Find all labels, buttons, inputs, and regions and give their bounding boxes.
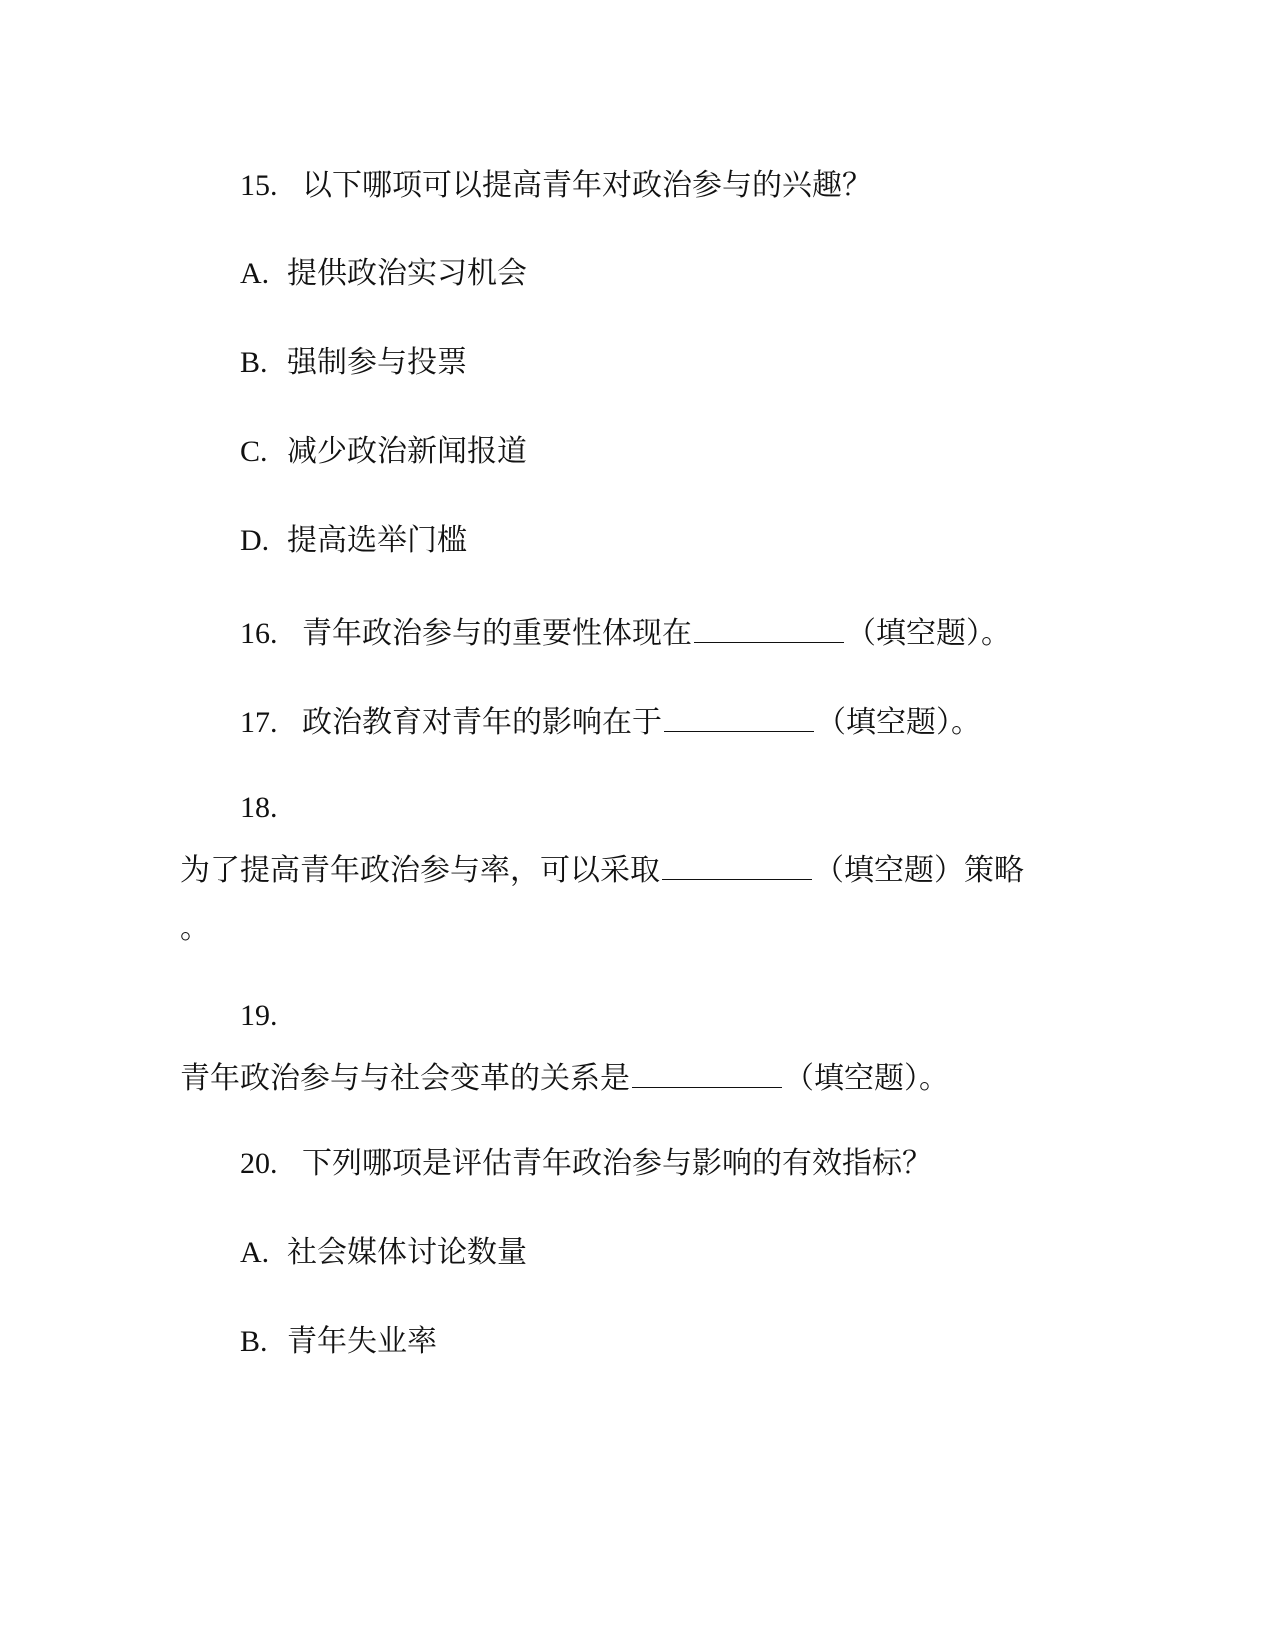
- question-suffix: （填空题）。: [846, 616, 1011, 651]
- q20-option-b: [240, 1324, 437, 1360]
- answer-blank: [662, 849, 812, 880]
- question-17: [240, 701, 981, 741]
- question-number: 17.: [240, 706, 278, 739]
- option-label: B.: [240, 346, 268, 379]
- question-text: 以下哪项可以提高青年对政治参与的兴趣？: [302, 168, 872, 203]
- option-text: 强制参与投票: [287, 345, 467, 380]
- question-text: 下列哪项是评估青年政治参与影响的有效指标？: [302, 1146, 932, 1181]
- question-18-tail: [180, 911, 210, 947]
- question-text: 青年政治参与与社会变革的关系是: [180, 1061, 630, 1096]
- question-text: 为了提高青年政治参与率，可以采取: [180, 853, 660, 888]
- q15-option-d: [240, 523, 467, 559]
- option-label: A.: [240, 257, 270, 290]
- option-text: 社会媒体讨论数量: [287, 1235, 527, 1270]
- q15-option-b: [240, 345, 467, 381]
- question-18: [180, 849, 1024, 889]
- question-number: 15.: [240, 169, 278, 202]
- option-text: 提供政治实习机会: [287, 256, 527, 291]
- q20-option-a: [240, 1235, 527, 1271]
- option-label: B.: [240, 1325, 268, 1358]
- option-label: A.: [240, 1236, 270, 1269]
- question-suffix: （填空题）。: [784, 1061, 949, 1096]
- question-19: [180, 1057, 949, 1097]
- q15-option-c: [240, 434, 527, 470]
- answer-blank: [664, 701, 814, 732]
- question-text: 青年政治参与的重要性体现在: [302, 616, 692, 651]
- option-text: 青年失业率: [287, 1324, 437, 1359]
- option-text: 提高选举门槛: [287, 523, 467, 558]
- question-20: [240, 1146, 932, 1182]
- question-number: 16.: [240, 617, 278, 650]
- question-number: 19.: [240, 999, 278, 1032]
- answer-blank: [694, 612, 844, 643]
- question-suffix: （填空题）策略: [814, 853, 1024, 888]
- question-tail: 。: [180, 911, 210, 946]
- option-text: 减少政治新闻报道: [287, 434, 527, 469]
- question-number: 20.: [240, 1147, 278, 1180]
- question-18-number: [240, 790, 278, 826]
- q15-option-a: [240, 256, 527, 292]
- question-19-number: [240, 998, 278, 1034]
- question-number: 18.: [240, 791, 278, 824]
- question-suffix: （填空题）。: [816, 705, 981, 740]
- question-15: [240, 168, 872, 204]
- option-label: C.: [240, 435, 268, 468]
- question-16: [240, 612, 1011, 652]
- question-text: 政治教育对青年的影响在于: [302, 705, 662, 740]
- answer-blank: [632, 1057, 782, 1088]
- option-label: D.: [240, 524, 270, 557]
